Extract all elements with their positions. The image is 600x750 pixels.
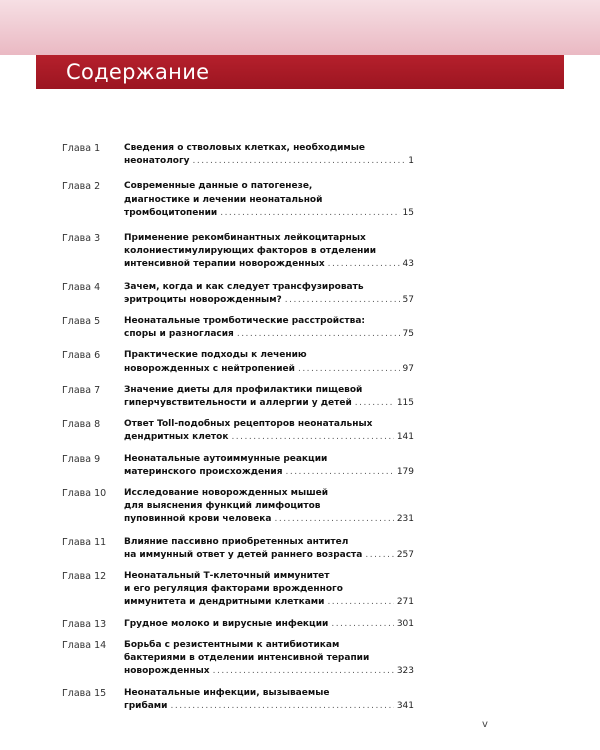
dot-leader <box>285 466 393 479</box>
chapter-title-last-line <box>124 596 414 609</box>
chapter-title-line: Практические подходы к лечению <box>124 350 307 361</box>
chapter-title-last-line <box>124 294 414 307</box>
chapter-title-line: эритроциты новорожденным? <box>124 294 282 305</box>
chapter-title <box>124 487 414 527</box>
chapter-label: Глава 6 <box>62 350 101 362</box>
dot-leader <box>213 665 394 678</box>
chapter-title-line: пуповинной крови человека <box>124 514 272 525</box>
dot-leader <box>193 155 406 168</box>
chapter-label: Глава 7 <box>62 384 101 396</box>
toc-entry <box>62 142 414 168</box>
chapter-title-line: материнского происхождения <box>124 466 283 477</box>
toc-entry <box>62 349 414 375</box>
chapter-title-line: диагностике и лечении неонатальной <box>124 194 323 205</box>
chapter-title-last-line <box>124 397 414 410</box>
toc-entry <box>62 384 414 410</box>
page-title: Содержание <box>66 60 210 84</box>
chapter-title-line: Неонатальный Т-клеточный иммунитет <box>124 571 330 582</box>
chapter-title-line: Неонатальные аутоиммунные реакции <box>124 453 328 464</box>
chapter-title-line: Применение рекомбинантных лейкоцитарных <box>124 233 366 244</box>
dot-leader <box>170 700 393 713</box>
chapter-title-line: грибами <box>124 700 168 711</box>
chapter-label: Глава 3 <box>62 233 101 245</box>
toc-entry <box>62 453 414 479</box>
toc-entry <box>62 180 414 220</box>
chapter-label: Глава 8 <box>62 419 101 431</box>
dot-leader <box>331 618 393 631</box>
chapter-title-line: Неонатальные инфекции, вызываемые <box>124 687 330 698</box>
toc-entry <box>62 639 414 679</box>
chapter-title-line: дендритных клеток <box>124 432 229 443</box>
chapter-title-line: Влияние пассивно приобретенных антител <box>124 536 349 547</box>
chapter-label: Глава 2 <box>62 181 101 193</box>
dot-leader <box>365 549 393 562</box>
chapter-page-number: 179 <box>396 466 414 477</box>
toc-entry <box>62 536 414 562</box>
chapter-page-number: 341 <box>396 700 414 711</box>
chapter-title-line: для выяснения функций лимфоцитов <box>124 501 321 512</box>
chapter-title-line: на иммунный ответ у детей раннего возраста <box>124 549 363 560</box>
chapter-page-number: 323 <box>396 666 414 677</box>
chapter-title <box>124 570 414 610</box>
dot-leader <box>355 397 394 410</box>
chapter-label: Глава 5 <box>62 316 101 328</box>
chapter-title <box>124 349 414 375</box>
chapter-title <box>124 453 414 479</box>
toc-entry <box>62 418 414 444</box>
chapter-title-last-line <box>124 328 414 341</box>
chapter-label: Глава 9 <box>62 453 101 465</box>
chapter-title-last-line <box>124 363 414 376</box>
dot-leader <box>274 513 393 526</box>
chapter-title-line: Грудное молоко и вирусные инфекции <box>124 618 329 629</box>
chapter-title-line: иммунитета и дендритными клетками <box>124 597 325 608</box>
chapter-title-line: Сведения о стволовых клетках, необходимые <box>124 143 366 153</box>
chapter-page-number: 271 <box>396 597 414 608</box>
toc-entry <box>62 618 414 631</box>
chapter-title-last-line <box>124 466 414 479</box>
chapter-page-number: 43 <box>402 259 414 270</box>
chapter-title <box>124 618 414 631</box>
dot-leader <box>231 431 393 444</box>
chapter-title-line: интенсивной терапии новорожденных <box>124 259 325 270</box>
chapter-label: Глава 14 <box>62 639 107 651</box>
table-of-contents <box>62 142 414 713</box>
chapter-title-line: и его регуляция факторами врожденного <box>124 584 343 595</box>
chapter-title-last-line <box>124 207 414 220</box>
chapter-title-last-line <box>124 549 414 562</box>
chapter-label: Глава 1 <box>62 143 101 154</box>
chapter-label: Глава 10 <box>62 488 107 500</box>
chapter-title-last-line <box>124 258 414 271</box>
chapter-title-line: Современные данные о патогенезе, <box>124 181 313 192</box>
dot-leader <box>328 258 400 271</box>
chapter-title <box>124 142 414 168</box>
chapter-title-line: Неонатальные тромботические расстройства: <box>124 316 365 327</box>
chapter-page-number: 231 <box>396 514 414 525</box>
toc-entry <box>62 232 414 272</box>
chapter-page-number: 257 <box>396 549 414 560</box>
title-bar <box>36 55 564 89</box>
chapter-title <box>124 180 414 220</box>
page-number: v <box>482 719 488 730</box>
chapter-title <box>124 281 414 307</box>
chapter-label: Глава 13 <box>62 618 107 630</box>
chapter-title-line: Зачем, когда и как следует трансфузировать <box>124 281 364 292</box>
chapter-page-number: 141 <box>396 432 414 443</box>
chapter-page-number: 301 <box>396 618 414 629</box>
chapter-title <box>124 384 414 410</box>
chapter-title-line: колониестимулирующих факторов в отделении <box>124 246 377 257</box>
chapter-title-line: бактериями в отделении интенсивной терапии <box>124 653 370 664</box>
chapter-title-last-line <box>124 431 414 444</box>
chapter-label: Глава 15 <box>62 687 107 699</box>
chapter-label: Глава 12 <box>62 571 107 583</box>
chapter-page-number: 57 <box>402 294 414 305</box>
chapter-title-last-line <box>124 618 414 631</box>
chapter-title <box>124 687 414 713</box>
chapter-title <box>124 536 414 562</box>
chapter-page-number: 75 <box>402 329 414 340</box>
chapter-title-line: споры и разногласия <box>124 329 234 340</box>
toc-entry <box>62 487 414 527</box>
header-band <box>0 0 600 55</box>
chapter-title-line: гиперчувствительности и аллергии у детей <box>124 398 352 409</box>
dot-leader <box>285 294 400 307</box>
chapter-title-last-line <box>124 665 414 678</box>
chapter-title-last-line <box>124 700 414 713</box>
chapter-title-last-line <box>124 513 414 526</box>
chapter-title-last-line <box>124 155 414 168</box>
chapter-title-line: Значение диеты для профилактики пищевой <box>124 384 363 395</box>
chapter-title-line: новорожденных <box>124 666 210 677</box>
toc-entry <box>62 315 414 341</box>
dot-leader <box>298 363 400 376</box>
toc-entry <box>62 687 414 713</box>
chapter-title <box>124 418 414 444</box>
dot-leader <box>327 596 393 609</box>
chapter-title-line: Исследование новорожденных мышей <box>124 488 329 499</box>
chapter-title <box>124 232 414 272</box>
toc-entry <box>62 281 414 307</box>
chapter-page-number: 115 <box>396 398 414 409</box>
dot-leader <box>220 207 399 220</box>
chapter-title-line: Ответ Toll-подобных рецепторов неонатальных <box>124 419 373 430</box>
chapter-title <box>124 639 414 679</box>
chapter-title <box>124 315 414 341</box>
chapter-page-number: 15 <box>402 207 414 218</box>
chapter-title-line: новорожденных с нейтропенией <box>124 363 295 374</box>
chapter-label: Глава 4 <box>62 281 101 293</box>
dot-leader <box>237 328 400 341</box>
chapter-label: Глава 11 <box>62 536 107 548</box>
chapter-page-number: 97 <box>402 363 414 374</box>
chapter-page-number: 1 <box>408 156 414 167</box>
toc-entry <box>62 570 414 610</box>
chapter-title-line: неонатологу <box>124 156 190 167</box>
chapter-title-line: тромбоцитопении <box>124 207 218 218</box>
chapter-title-line: Борьба с резистентными к антибиотикам <box>124 639 340 650</box>
